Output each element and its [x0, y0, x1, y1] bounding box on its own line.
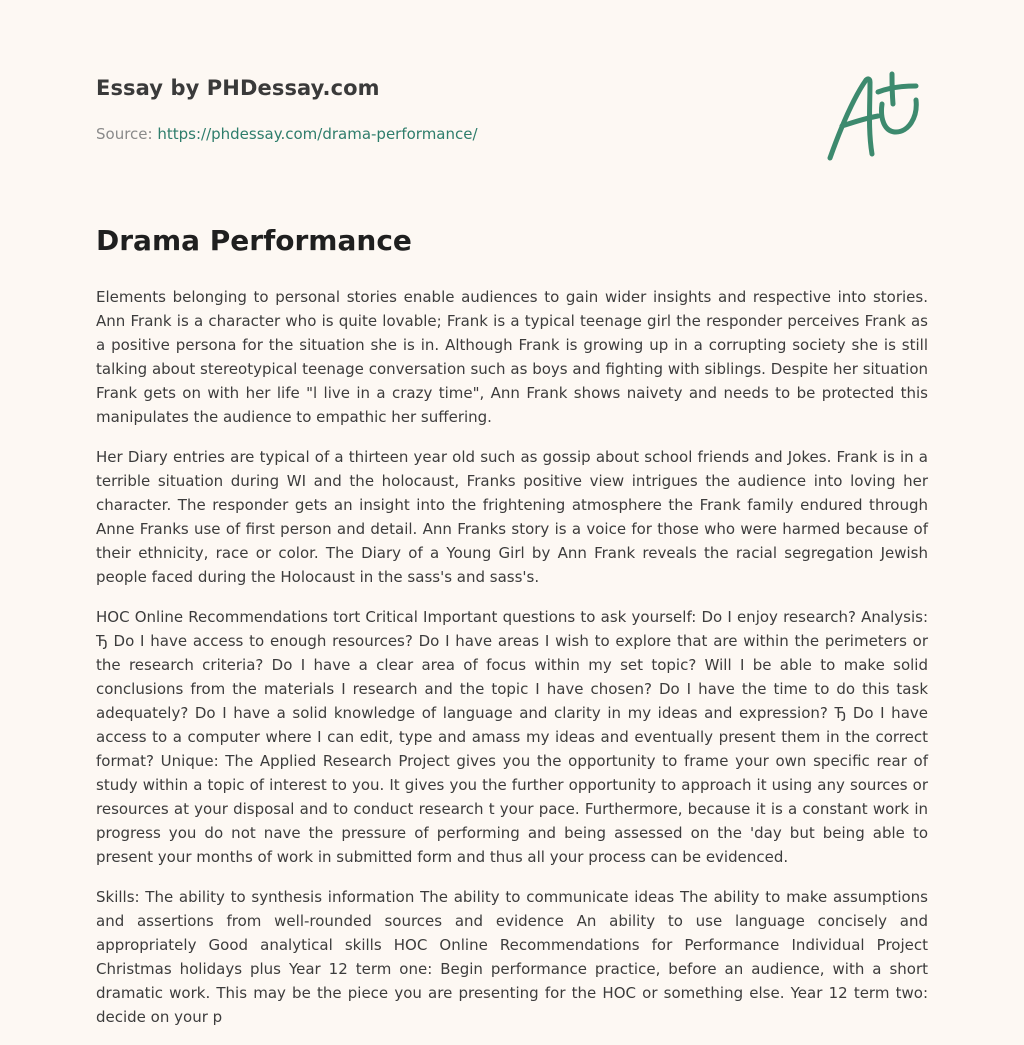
a-plus-logo-icon — [826, 70, 926, 162]
site-title: Essay by PHDessay.com — [96, 76, 380, 100]
source-label: Source: — [96, 125, 153, 143]
source-line — [96, 125, 478, 143]
paragraph: Her Diary entries are typical of a thirteen year old such as gossip about school friends and Jokes. Frank is in a terrible situation during WI and the holocaust, Franks positive view intrigues the audience into loving her character. The responder gets an insight into the frightening atmosphere the Frank family endured through Anne Franks use of first person and detail. Ann Franks story is a voice for those who were harmed because of their ethnicity, race or color. The Diary of a Young Girl by Ann Frank reveals the racial segregation Jewish people faced during the Holocaust in the sass's and sass's. — [96, 448, 928, 586]
paragraph: Elements belonging to personal stories enable audiences to gain wider insights and respective into stories. Ann Frank is a character who is quite lovable; Frank is a typical teenage girl the responder perceives Frank as a positive persona for the situation she is in. Although Frank is growing up in a corrupting society she is still talking about stereotypical teenage conversation such as boys and fighting with siblings. Despite her situation Frank gets on with her life "l live in a crazy time", Ann Frank shows naivety and needs to be protected this manipulates the audience to empathic her suffering. — [96, 288, 928, 426]
essay-body — [96, 285, 928, 1045]
paragraph: Skills: The ability to synthesis information The ability to communicate ideas The ability to make assumptions and assertions from well-rounded sources and evidence An ability to use language concisely and appropriately Good analytical skills HOC Online Recommendations for Performance Individual Project Christmas holidays plus Year 12 term one: Begin performance practice, before an audience, with a short dramatic work. This may be the piece you are presenting for the HOC or something else. Year 12 term two: decide on your p — [96, 888, 928, 1026]
paragraph: HOC Online Recommendations tort Critical Important questions to ask yourself: Do I enjoy research? Analysis: Ђ Do I have access to enough resources? Do I have areas I wish to explore that are within the perimeters or the research criteria? Do I have a clear area of focus within my set topic? Will I be able to make solid conclusions from the materials I research and the topic I have chosen? Do I have the time to do this task adequately? Do I have a solid knowledge of language and clarity in my ideas and expression? Ђ Do I have access to a computer where I can edit, type and amass my ideas and eventually present them in the correct format? Unique: The Applied Research Project gives you the opportunity to frame your own specific rear of study within a topic of interest to you. It gives you the further opportunity to approach it using any sources or resources at your disposal and to conduct research t your pace. Furthermore, because it is a constant work in progress you do not nave the pressure of performing and being assessed on the 'day but being able to present your months of work in submitted form and thus all your process can be evidenced. — [96, 608, 928, 866]
document-title: Drama Performance — [96, 224, 412, 257]
source-link[interactable]: https://phdessay.com/drama-performance/ — [157, 125, 478, 143]
page-header — [96, 76, 928, 176]
